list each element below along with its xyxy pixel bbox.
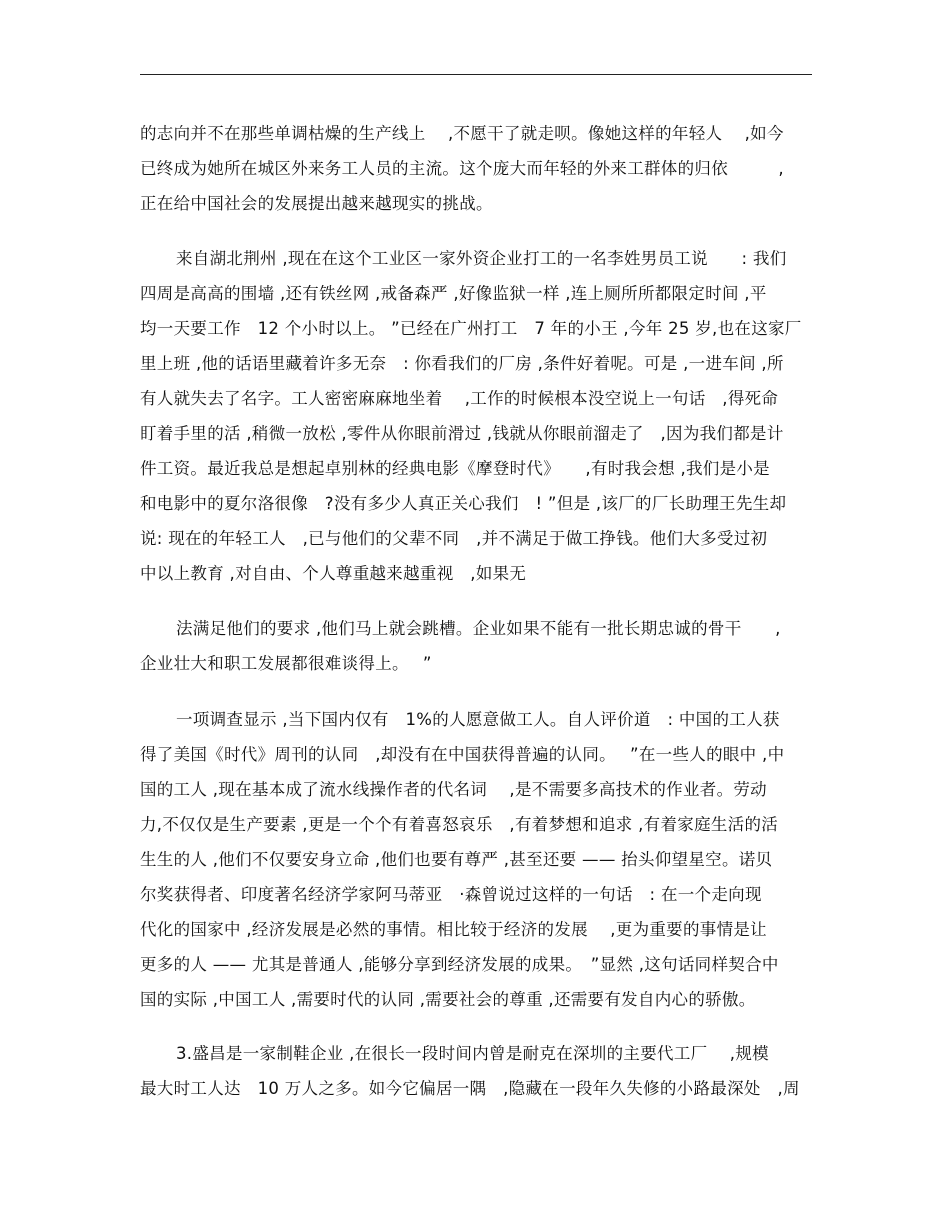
paragraph-1 — [140, 116, 812, 221]
text-line: 尔奖获得者、印度著名经济学家阿马蒂亚 ·森曾说过这样的一句话 : 在一个走向现 — [140, 885, 762, 904]
paragraph-3 — [140, 611, 812, 681]
text-line: 法满足他们的要求 ,他们马上就会跳槽。企业如果不能有一批长期忠诚的骨干 , — [176, 619, 781, 638]
text-line: 国的工人 ,现在基本成了流水线操作者的代名词 ,是不需要多高技术的作业者。劳动 — [140, 780, 767, 799]
paragraph-5 — [140, 1036, 812, 1106]
text-line: 国的实际 ,中国工人 ,需要时代的认同 ,需要社会的尊重 ,还需要有发自内心的骄傲。 — [140, 990, 756, 1009]
text-line: 来自湖北荆州 ,现在在这个工业区一家外资企业打工的一名李姓男员工说 : 我们 — [176, 249, 787, 268]
header-rule — [140, 74, 812, 75]
text-line: 一项调查显示 ,当下国内仅有 1%的人愿意做工人。自人评价道 : 中国的工人获 — [176, 710, 780, 729]
text-line: 3.盛昌是一家制鞋企业 ,在很长一段时间内曾是耐克在深圳的主要代工厂 ,规模 — [176, 1044, 769, 1063]
text-line: 有人就失去了名字。工人密密麻麻地坐着 ,工作的时候根本没空说上一句话 ,得死命 — [140, 389, 779, 408]
text-line: 力,不仅仅是生产要素 ,更是一个个有着喜怒哀乐 ,有着梦想和追求 ,有着家庭生活的活 — [140, 815, 779, 834]
text-line: 得了美国《时代》周刊的认同 ,却没有在中国获得普遍的认同。 ”在一些人的眼中 ,中 — [140, 745, 785, 764]
text-line: 正在给中国社会的发展提出越来越现实的挑战。 — [140, 194, 493, 213]
text-line: 件工资。最近我总是想起卓别林的经典电影《摩登时代》 ,有时我会想 ,我们是小是 — [140, 459, 770, 478]
text-line: 盯着手里的活 ,稍微一放松 ,零件从你眼前滑过 ,钱就从你眼前溜走了 ,因为我们都是计 — [140, 424, 784, 443]
text-line: 说: 现在的年轻工人 ,已与他们的父辈不同 ,并不满足于做工挣钱。他们大多受过初 — [140, 529, 768, 548]
text-line: 已终成为她所在城区外来务工人员的主流。这个庞大而年轻的外来工群体的归依 , — [140, 159, 784, 178]
text-line: 均一天要工作 12 个小时以上。 ”已经在广州打工 7 年的小王 ,今年 25 岁,也在这家厂 — [140, 319, 802, 338]
paragraph-4 — [140, 702, 812, 1017]
text-line: 代化的国家中 ,经济发展是必然的事情。相比较于经济的发展 ,更为重要的事情是让 — [140, 920, 767, 939]
text-line: 企业壮大和职工发展都很难谈得上。 ” — [140, 654, 432, 673]
text-line: 四周是高高的围墙 ,还有铁丝网 ,戒备森严 ,好像监狱一样 ,连上厕所所都限定时间 ,平 — [140, 284, 767, 303]
paragraph-2 — [140, 241, 812, 591]
text-line: 生生的人 ,他们不仅要安身立命 ,他们也要有尊严 ,甚至还要 —— 抬头仰望星空。诺贝 — [140, 850, 773, 869]
text-line: 中以上教育 ,对自由、个人尊重越来越重视 ,如果无 — [140, 564, 527, 583]
text-line: 的志向并不在那些单调枯燥的生产线上 ,不愿干了就走呗。像她这样的年轻人 ,如今 — [140, 124, 784, 143]
text-line: 里上班 ,他的话语里藏着许多无奈 : 你看我们的厂房 ,条件好着呢。可是 ,一进车间 ,所 — [140, 354, 784, 373]
text-line: 更多的人 —— 尤其是普通人 ,能够分享到经济发展的成果。 ”显然 ,这句话同样契合中 — [140, 955, 779, 974]
text-line: 和电影中的夏尔洛很像 ?没有多少人真正关心我们 ! ”但是 ,该厂的厂长助理王先生却 — [140, 494, 787, 513]
text-line: 最大时工人达 10 万人之多。如今它偏居一隅 ,隐藏在一段年久失修的小路最深处 ,周 — [140, 1079, 800, 1098]
